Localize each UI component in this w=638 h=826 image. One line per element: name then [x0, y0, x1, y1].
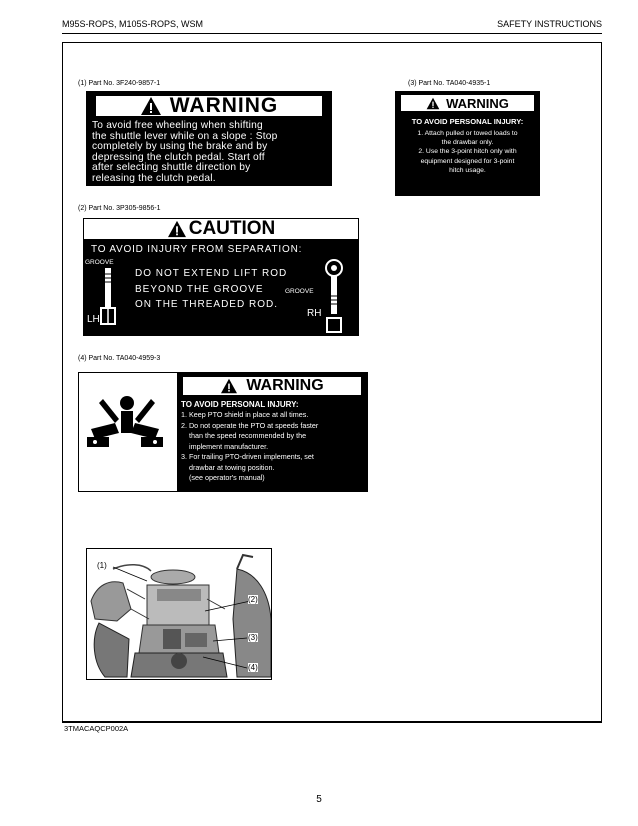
figure-callout-2: (2): [248, 595, 258, 604]
decal-2-groove-left: GROOVE: [85, 259, 114, 266]
decal-4-heading: TO AVOID PERSONAL INJURY:: [181, 400, 299, 409]
decal-3-line: 1. Attach pulled or towed loads to: [417, 130, 518, 137]
warning-triangle-icon: [140, 96, 162, 116]
page-number: 5: [316, 794, 322, 805]
decal-1-line: after selecting shuttle direction by: [92, 162, 251, 174]
decal-4-panel: [177, 373, 367, 491]
decal-1-line: the shuttle lever while on a slope : Stop: [92, 130, 278, 142]
header-model: M95S-ROPS, M105S-ROPS, WSM: [62, 19, 204, 29]
figure-callout-1: (1): [97, 561, 107, 570]
decal-4-line: implement manufacturer.: [189, 441, 269, 451]
warning-triangle-icon: [220, 378, 238, 394]
decal-4-text: [181, 410, 365, 484]
decal-3: [395, 91, 540, 196]
warning-triangle-icon: [426, 97, 440, 110]
decal-2-rh: RH: [307, 308, 322, 319]
decal-2-text: [135, 266, 287, 313]
figure-callout-4: (4): [248, 663, 258, 672]
decal-4-line: drawbar at towing position.: [189, 462, 275, 472]
decal-1-line: completely by using the brake and by: [92, 141, 268, 153]
decal-3-title-box: [399, 93, 536, 113]
decal-4-line: 1. Keep PTO shield in place at all times.: [181, 410, 309, 419]
decal-2-title: CAUTION: [188, 218, 276, 239]
decal-1-title-box: [94, 94, 324, 118]
figure-code: 3TMACAQCP002A: [64, 724, 129, 733]
decal-2-line: ON THE THREADED ROD.: [135, 299, 278, 310]
decal-1-line: depressing the clutch pedal. Start off: [92, 151, 265, 163]
decal-3-line: the drawbar only.: [441, 139, 494, 147]
decal-4-line: 3. For trailing PTO-driven implements, set: [181, 452, 314, 461]
decal-3-line: 2. Use the 3-point hitch only with: [418, 148, 517, 156]
part-label-1: (1) Part No. 3F240-9857-1: [78, 80, 161, 87]
part-label-2: (2) Part No. 3P305-9856-1: [78, 205, 161, 212]
decal-4-line: than the speed recommended by the: [189, 431, 307, 440]
decal-3-line: hitch usage.: [449, 166, 486, 174]
decal-2-line: DO NOT EXTEND LIFT ROD: [135, 268, 288, 279]
decal-4-title: WARNING: [246, 377, 324, 394]
decal-1: [86, 91, 332, 186]
part-label-3: (3) Part No. TA040-4935-1: [408, 80, 491, 87]
figure-callout-3: (3): [248, 633, 258, 642]
header-section: SAFETY INSTRUCTIONS: [497, 19, 602, 29]
decal-3-text: [399, 129, 536, 175]
decal-3-line: equipment designed for 3-point: [420, 157, 515, 165]
decal-2-subtitle: TO AVOID INJURY FROM SEPARATION:: [91, 244, 303, 255]
header-rule: [62, 33, 602, 34]
decal-1-title: WARNING: [169, 94, 279, 117]
decal-4-title-box: [181, 375, 363, 397]
tractor-rear-illustration: [87, 549, 272, 680]
entanglement-hazard-icon: [85, 393, 165, 455]
decal-2-lh: LH: [87, 314, 100, 325]
decal-1-text: [92, 121, 328, 185]
decal-2-line: BEYOND THE GROOVE: [135, 283, 264, 295]
decal-1-line: releasing the clutch pedal.: [92, 172, 216, 184]
tractor-figure: [86, 548, 272, 680]
decal-2-title-box: [83, 218, 359, 240]
decal-4: [78, 372, 368, 492]
decal-3-title: WARNING: [446, 95, 509, 111]
decal-4-line: 2. Do not operate the PTO at speeds faster: [181, 420, 319, 430]
decal-3-heading: TO AVOID PERSONAL INJURY:: [411, 117, 524, 126]
lift-rod-right-icon: [319, 258, 349, 334]
decal-2: [83, 218, 359, 336]
warning-triangle-icon: [167, 220, 187, 238]
frame-bottom-rule: [62, 722, 602, 723]
decal-1-line: To avoid free wheeling when shifting: [92, 120, 263, 131]
decal-4-line: (see operator's manual): [189, 473, 265, 482]
decal-2-groove-right: GROOVE: [285, 288, 314, 295]
part-label-4: (4) Part No. TA040-4959-3: [78, 355, 161, 362]
